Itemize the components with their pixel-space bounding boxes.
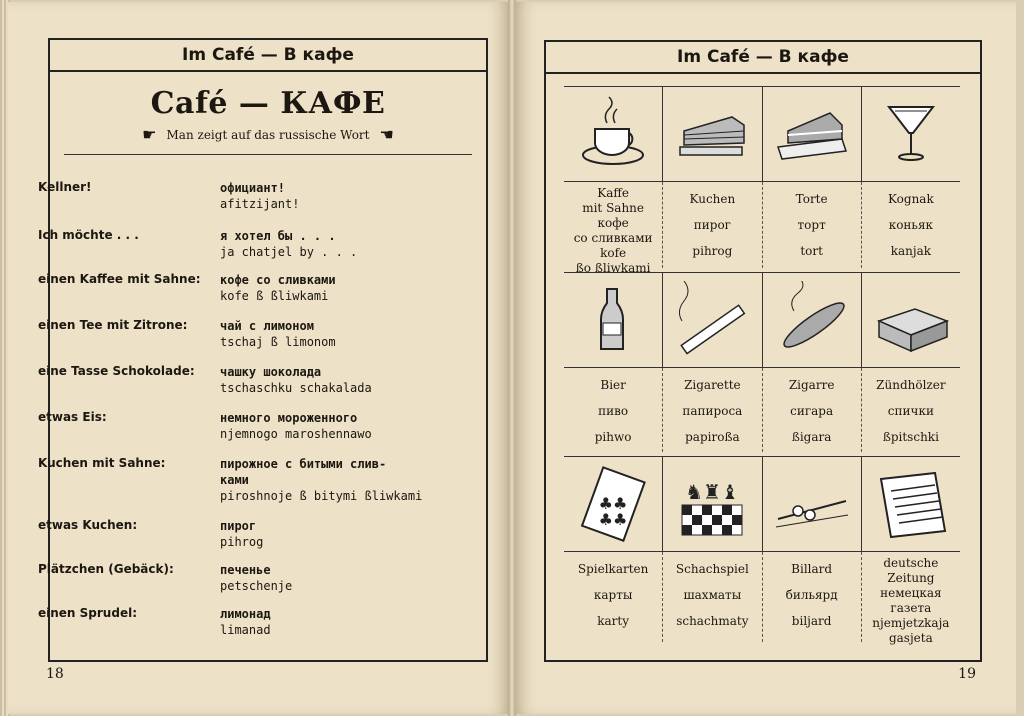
translation-line: tschaschku schakalada <box>220 381 372 395</box>
caption-line: Schachspiel <box>675 562 749 576</box>
caption-line: со сливками <box>573 231 653 245</box>
cigar-icon <box>763 273 862 367</box>
caption-line: Zündhölzer <box>876 378 946 392</box>
caption-line: kofe <box>600 246 627 260</box>
caption-line: Kaffe <box>597 186 629 200</box>
german-phrase: etwas Kuchen: <box>38 518 138 532</box>
torte-slice-icon <box>763 87 862 181</box>
russian-translation <box>220 228 438 260</box>
caption-line: Bier <box>600 378 626 392</box>
phrase-row <box>38 364 438 396</box>
russian-translation <box>220 180 438 212</box>
phrase-row <box>38 272 438 304</box>
caption-line: tort <box>800 244 823 258</box>
caption-line: Kognak <box>888 192 934 206</box>
translation-line: limanad <box>220 623 271 637</box>
caption-line: kanjak <box>890 244 932 258</box>
caption-line: пиво <box>598 404 629 418</box>
billiards-icon <box>763 457 862 551</box>
caption-band <box>564 552 960 645</box>
translation-line: piroshnoje ß bitymi ßliwkami <box>220 489 423 503</box>
svg-text:♣♣: ♣♣ <box>598 494 628 513</box>
phrase-row <box>38 228 438 260</box>
german-phrase: einen Sprudel: <box>38 606 137 620</box>
caption <box>564 368 663 452</box>
picture-band <box>564 456 960 552</box>
caption-line: немецкая <box>880 586 942 600</box>
caption <box>663 368 762 452</box>
phrase-row <box>38 180 438 212</box>
translation-line: kofe ß ßliwkami <box>220 289 329 303</box>
russian-translation <box>220 318 438 350</box>
picture-band <box>564 86 960 182</box>
german-phrase: etwas Eis: <box>38 410 107 424</box>
phrase-row <box>38 410 438 442</box>
left-page <box>8 2 510 714</box>
phrase-row <box>38 318 438 350</box>
picture-band <box>564 272 960 368</box>
caption <box>663 552 762 642</box>
right-page-header: Im Café — В кафе <box>546 42 980 74</box>
phrase-row <box>38 518 438 550</box>
translation-line: ja chatjel by . . . <box>220 245 358 259</box>
translation-line: официант! <box>220 181 286 195</box>
page-number-right: 19 <box>958 666 976 682</box>
cake-icon <box>663 87 762 181</box>
page-number-left: 18 <box>46 666 64 682</box>
german-phrase: Plätzchen (Gebäck): <box>38 562 174 576</box>
caption-line: pihrog <box>692 244 733 258</box>
caption-line: пирог <box>693 218 731 232</box>
translation-line: tschaj ß limonom <box>220 335 336 349</box>
translation-line: лимонад <box>220 607 271 621</box>
caption <box>763 182 862 268</box>
caption-line: njemjetzkaja <box>872 616 950 630</box>
cognac-glass-icon <box>862 87 960 181</box>
russian-translation <box>220 410 438 442</box>
german-phrase: Kellner! <box>38 180 92 194</box>
russian-translation <box>220 606 438 638</box>
translation-line: печенье <box>220 563 271 577</box>
caption-line: спички <box>887 404 934 418</box>
caption-line: бильярд <box>785 588 838 602</box>
phrase-row <box>38 606 438 638</box>
newspaper-icon <box>862 457 960 551</box>
hint-line <box>50 125 486 144</box>
caption-line: Spielkarten <box>577 562 649 576</box>
translation-line: ками <box>220 473 249 487</box>
right-frame <box>544 40 982 662</box>
caption-line: коньяк <box>888 218 934 232</box>
caption-line: Billard <box>791 562 833 576</box>
phrase-row <box>38 456 438 504</box>
caption-line: papiroßa <box>685 430 740 444</box>
matchbox-icon <box>862 273 960 367</box>
caption-line: biljard <box>791 614 832 628</box>
translation-line: немного мороженного <box>220 411 358 425</box>
svg-text:♞♜♝: ♞♜♝ <box>685 480 740 504</box>
caption-line: gasjeta <box>888 631 933 645</box>
caption-line: deutsche <box>883 556 939 570</box>
german-phrase: eine Tasse Schokolade: <box>38 364 195 378</box>
caption <box>663 182 762 268</box>
beer-bottle-icon <box>564 273 663 367</box>
caption-line: кофе <box>597 216 629 230</box>
page-title: Café — КАФЕ <box>150 86 386 121</box>
playing-cards-icon <box>564 457 663 551</box>
caption-line: karty <box>597 614 629 628</box>
caption <box>862 552 960 645</box>
russian-translation <box>220 364 438 396</box>
caption-line: pihwo <box>594 430 632 444</box>
caption <box>564 182 663 275</box>
russian-translation <box>220 272 438 304</box>
translation-line: пирог <box>220 519 257 533</box>
russian-translation <box>220 518 438 550</box>
caption <box>763 552 862 642</box>
caption <box>862 182 960 268</box>
german-phrase: Ich möchte . . . <box>38 228 139 242</box>
caption <box>862 368 960 452</box>
caption-line: Zigarre <box>788 378 835 392</box>
caption-line: mit Sahne <box>582 201 645 215</box>
chess-icon <box>663 457 762 551</box>
russian-translation <box>220 562 438 594</box>
german-phrase: einen Kaffee mit Sahne: <box>38 272 201 286</box>
translation-line: чай с лимоном <box>220 319 314 333</box>
divider <box>64 154 472 155</box>
caption-line: schachmaty <box>676 614 749 628</box>
german-phrase: Kuchen mit Sahne: <box>38 456 166 470</box>
right-page <box>514 2 1016 714</box>
caption-line: Zeitung <box>887 571 935 585</box>
hint-text: Man zeigt auf das russische Wort <box>166 127 370 142</box>
caption-band <box>564 182 960 275</box>
translation-line: petschenje <box>220 579 293 593</box>
translation-line: пирожное с битыми слив- <box>220 457 387 471</box>
translation-line: я хотел бы . . . <box>220 229 336 243</box>
translation-line: чашку шоколада <box>220 365 322 379</box>
caption-line: карты <box>593 588 633 602</box>
translation-line: njemnogo maroshennawo <box>220 427 372 441</box>
caption-line: ßigara <box>791 430 832 444</box>
cigarette-icon <box>663 273 762 367</box>
caption-line: папироса <box>682 404 743 418</box>
svg-text:♣♣: ♣♣ <box>598 510 628 529</box>
translation-line: кофе со сливками <box>220 273 336 287</box>
caption-line: шахматы <box>683 588 742 602</box>
caption-line: торт <box>797 218 826 232</box>
caption-line: ßpitschki <box>882 430 939 444</box>
translation-line: pihrog <box>220 535 264 549</box>
caption-line: сигара <box>790 404 834 418</box>
phrase-row <box>38 562 438 594</box>
pointing-hand-right-icon: ☛ <box>142 125 157 144</box>
caption <box>564 552 663 642</box>
caption-line: Zigarette <box>684 378 741 392</box>
left-page-header: Im Café — В кафе <box>50 40 486 72</box>
coffee-cup-icon <box>564 87 663 181</box>
pointing-hand-left-icon: ☚ <box>379 125 394 144</box>
caption-line: Torte <box>795 192 828 206</box>
russian-translation <box>220 456 438 504</box>
caption-band <box>564 368 960 452</box>
caption <box>763 368 862 452</box>
caption-line: газета <box>890 601 932 615</box>
translation-line: afitzijant! <box>220 197 300 211</box>
caption-line: ßo ßliwkami <box>575 261 651 275</box>
caption-line: Kuchen <box>689 192 736 206</box>
german-phrase: einen Tee mit Zitrone: <box>38 318 188 332</box>
